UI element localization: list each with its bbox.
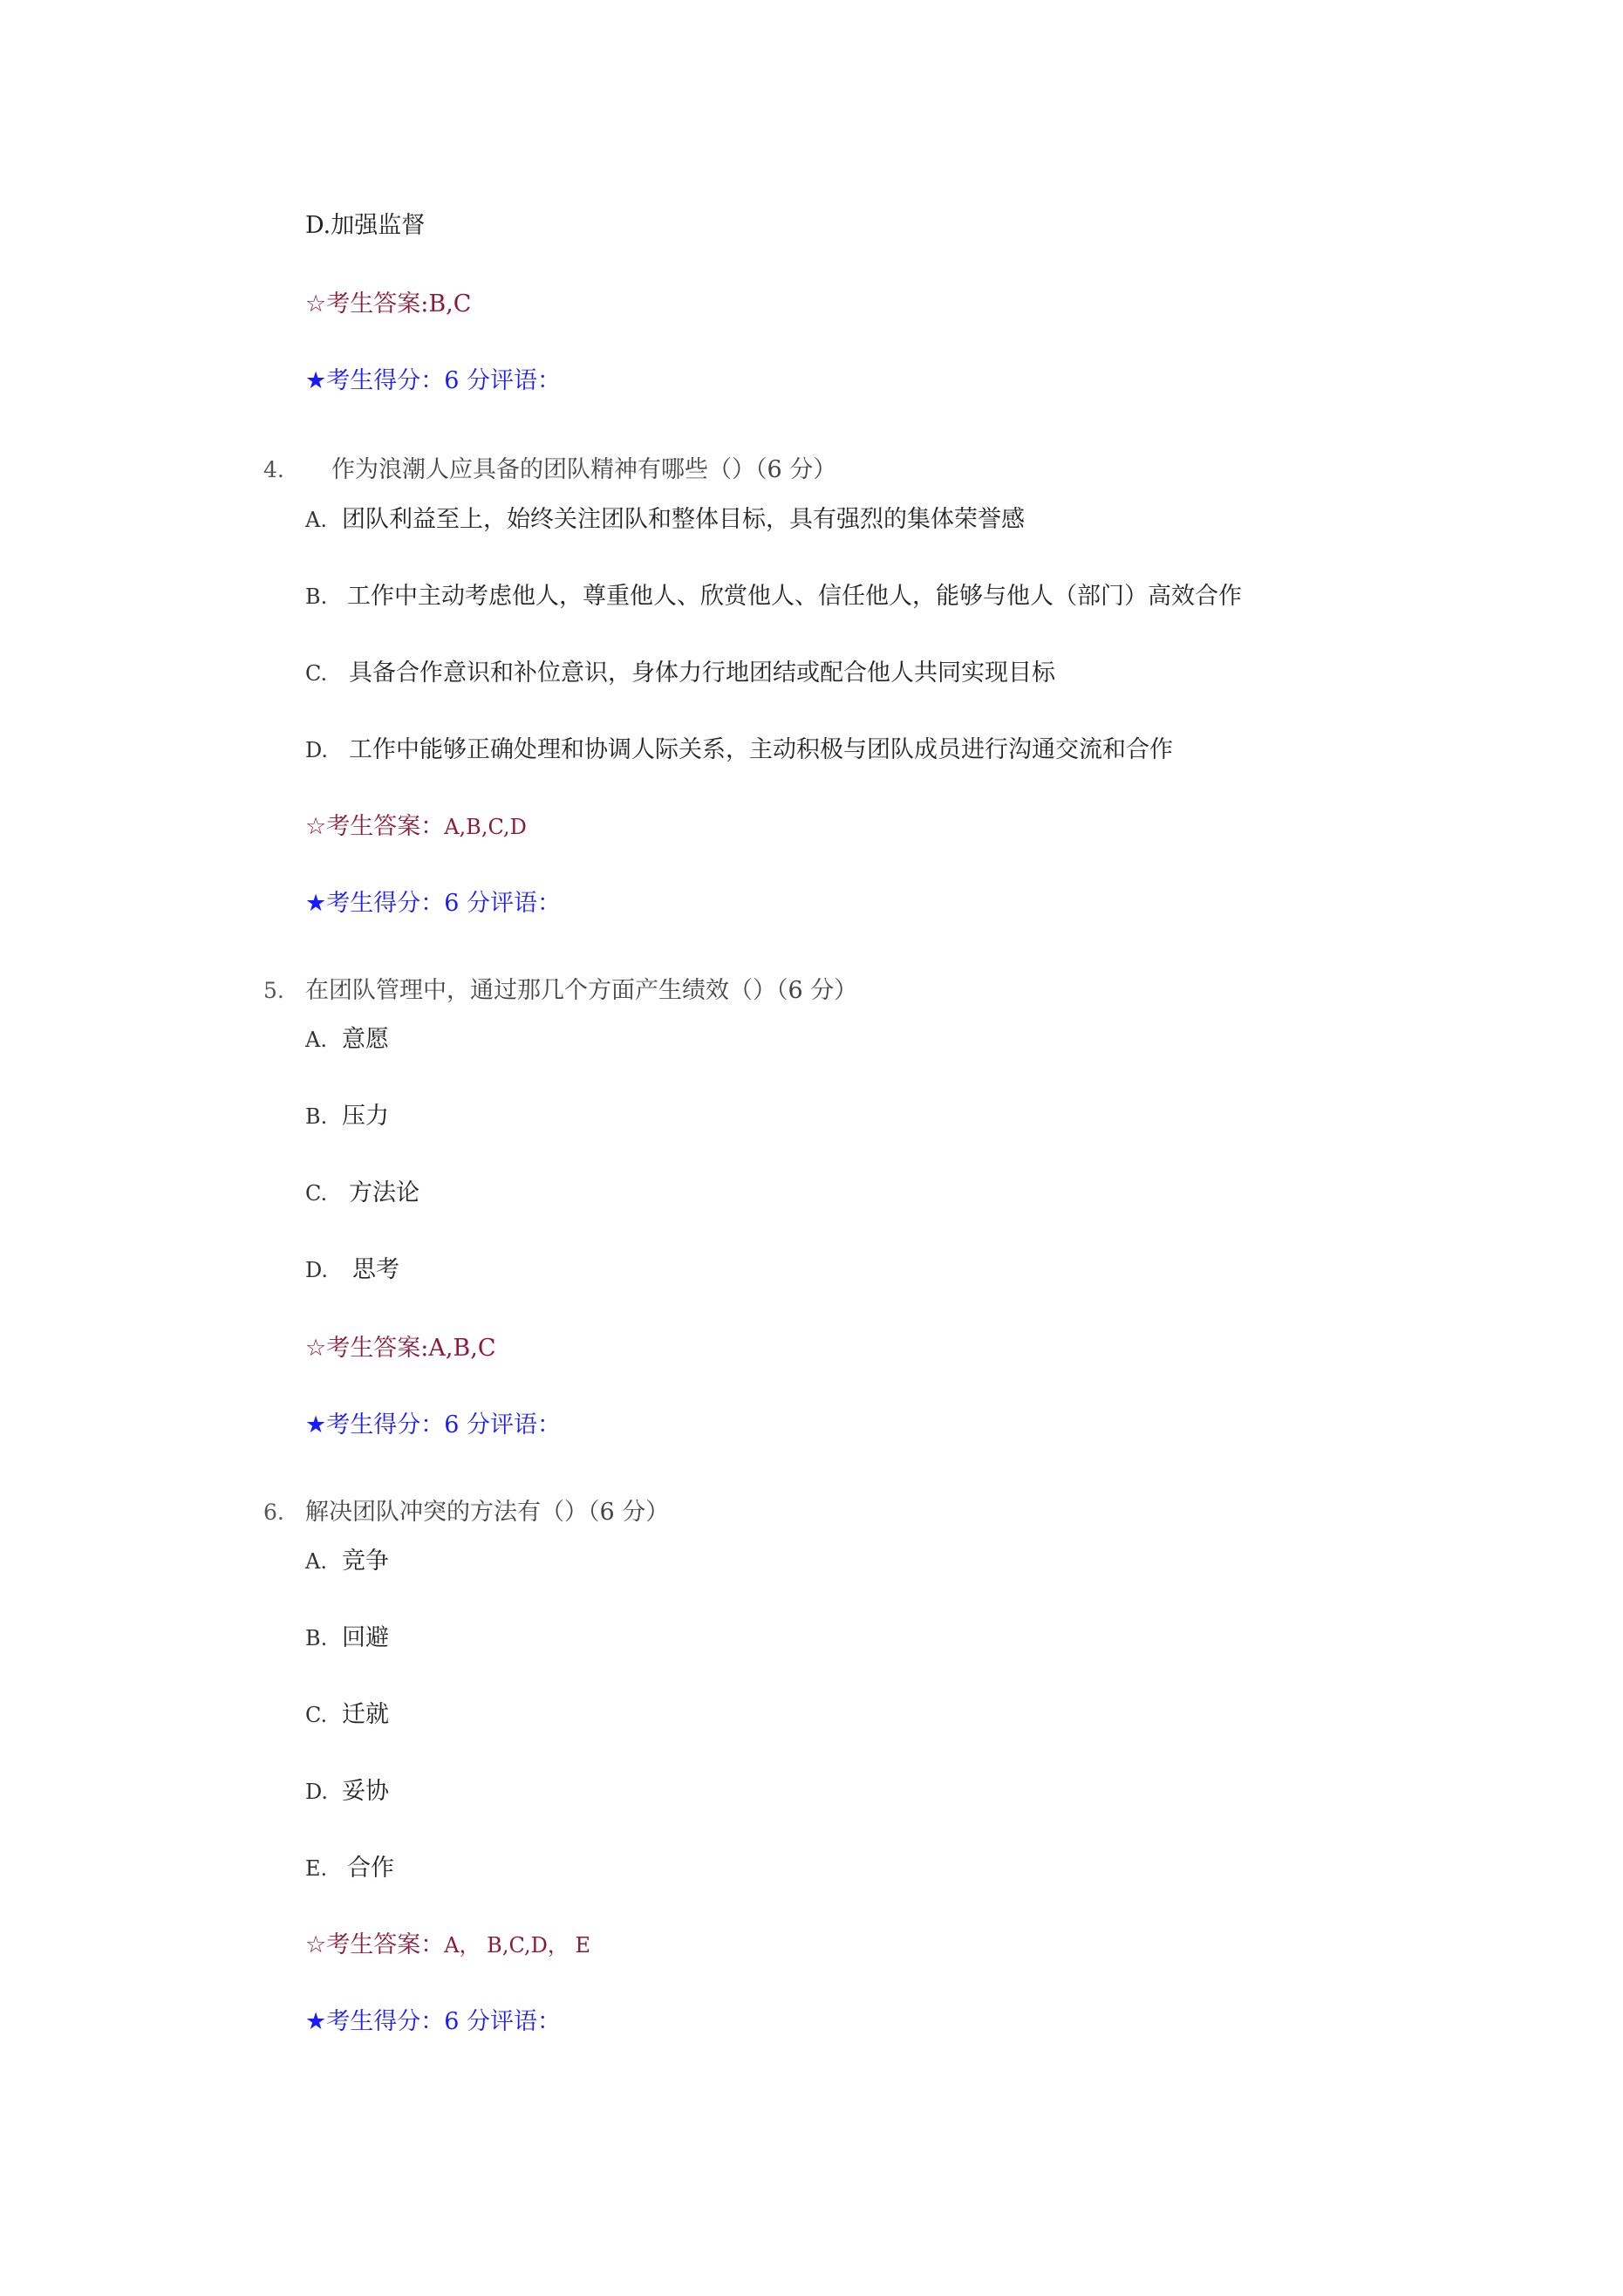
q5-option-b-letter: B. — [305, 1104, 328, 1129]
q6-option-c-text: 迁就 — [342, 1701, 389, 1728]
q6-text: 解决团队冲突的方法有（）（6 分） — [305, 1499, 670, 1526]
q3-score-label: 考生得分：6 分评语： — [326, 367, 561, 394]
q6-score-label: 考生得分：6 分评语： — [326, 2008, 561, 2035]
q5-answer-value: A,B,C — [428, 1335, 496, 1362]
filled-star-icon: ★ — [305, 2008, 327, 2035]
q6-option-a-text: 竞争 — [342, 1548, 389, 1575]
q5-option-b-text: 压力 — [342, 1103, 389, 1130]
q5-answer — [305, 1333, 496, 1364]
q5-option-a — [305, 1024, 389, 1056]
q6-option-c — [305, 1699, 389, 1731]
q4-option-a — [305, 504, 1025, 536]
q6-option-e-text: 合作 — [347, 1855, 394, 1882]
filled-star-icon: ★ — [305, 1411, 327, 1438]
q4-option-b-letter: B. — [305, 584, 328, 609]
q4-option-a-text: 团队利益至上，始终关注团队和整体目标，具有强烈的集体荣誉感 — [342, 506, 1025, 533]
q4-score-label: 考生得分：6 分评语： — [326, 890, 561, 917]
q4-option-b-text: 工作中主动考虑他人，尊重他人、欣赏他人、信任他人，能够与他人（部门）高效合作 — [347, 583, 1242, 610]
q4-option-b — [305, 581, 1242, 612]
q5-option-d-text: 思考 — [352, 1256, 399, 1283]
hollow-star-icon: ☆ — [305, 813, 327, 840]
q4-option-c-letter: C. — [305, 661, 328, 686]
q6-number: 6. — [263, 1500, 284, 1525]
q6-answer — [305, 1930, 590, 1961]
q6-option-d-text: 妥协 — [342, 1778, 389, 1805]
q3-option-d — [305, 210, 425, 242]
q5-text: 在团队管理中，通过那几个方面产生绩效（）（6 分） — [305, 977, 858, 1004]
hollow-star-icon: ☆ — [305, 1335, 327, 1362]
q4-option-c-text: 具备合作意识和补位意识，身体力行地团结或配合他人共同实现目标 — [349, 659, 1055, 687]
q5-option-b — [305, 1101, 389, 1132]
q3-answer-label: 考生答案: — [326, 290, 429, 318]
q4-number: 4. — [263, 457, 284, 482]
q4-option-d-letter: D. — [305, 738, 329, 762]
hollow-star-icon: ☆ — [305, 290, 327, 318]
q4-answer-value: A,B,C,D — [444, 815, 527, 839]
q4-answer-label: 考生答案： — [326, 813, 445, 840]
q6-answer-value: A， B,C,D， E — [444, 1933, 590, 1958]
q4-text: 作为浪潮人应具备的团队精神有哪些（）（6 分） — [331, 456, 837, 483]
q4-option-d — [305, 735, 1173, 766]
q6-option-a-letter: A. — [305, 1549, 327, 1574]
q4-score — [305, 888, 561, 919]
q6-option-b-letter: B. — [305, 1626, 328, 1650]
q3-answer-value: B,C — [428, 290, 472, 318]
q5-option-c-text: 方法论 — [349, 1179, 419, 1206]
q5-answer-label: 考生答案: — [326, 1335, 429, 1362]
q6-option-d — [305, 1776, 389, 1807]
filled-star-icon: ★ — [305, 367, 327, 394]
q6-score — [305, 2006, 561, 2038]
hollow-star-icon: ☆ — [305, 1931, 327, 1958]
q5-option-d — [305, 1254, 399, 1286]
q5-number: 5. — [263, 978, 284, 1003]
q5-option-d-letter: D. — [305, 1258, 329, 1282]
q5-option-a-text: 意愿 — [342, 1026, 389, 1053]
filled-star-icon: ★ — [305, 890, 327, 917]
q5-score-label: 考生得分：6 分评语： — [326, 1411, 561, 1438]
q5-score — [305, 1410, 561, 1441]
q4-option-c — [305, 658, 1055, 689]
q3-option-d-text: D.加强监督 — [305, 212, 426, 239]
q6-option-b — [305, 1623, 389, 1654]
q6-option-e — [305, 1853, 394, 1884]
q6-option-a — [305, 1546, 389, 1577]
q5-option-c — [305, 1178, 419, 1209]
q6-option-c-letter: C. — [305, 1703, 328, 1727]
q4-option-a-letter: A. — [305, 508, 327, 532]
q6-answer-label: 考生答案： — [326, 1931, 445, 1958]
q6-option-e-letter: E. — [305, 1856, 328, 1881]
q4-answer — [305, 811, 527, 843]
q3-answer — [305, 289, 471, 320]
q3-score — [305, 366, 561, 397]
q6-option-d-letter: D. — [305, 1780, 329, 1804]
q4-option-d-text: 工作中能够正确处理和协调人际关系，主动积极与团队成员进行沟通交流和合作 — [349, 736, 1173, 763]
q6-option-b-text: 回避 — [342, 1624, 389, 1651]
q5-option-c-letter: C. — [305, 1181, 328, 1206]
q5-option-a-letter: A. — [305, 1028, 327, 1052]
